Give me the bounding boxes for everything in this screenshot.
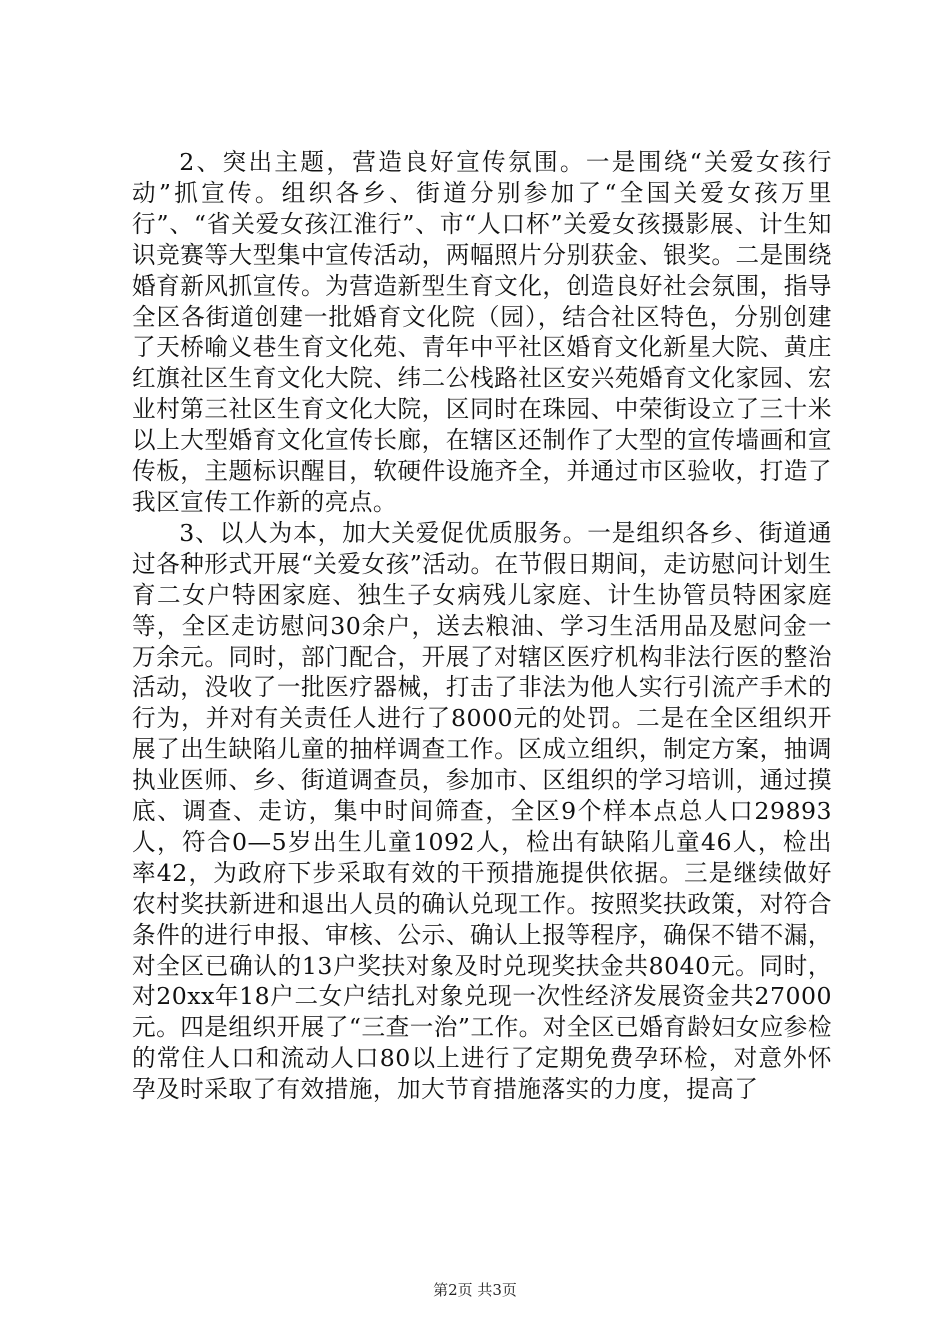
document-body bbox=[132, 147, 832, 1105]
page-number-footer: 第2页 共3页 bbox=[433, 1281, 517, 1299]
paragraph-3: 3、以人为本，加大关爱促优质服务。一是组织各乡、街道通过各种形式开展“关爱女孩”活动。在节假日期间，走访慰问计划生育二女户特困家庭、独生子女病残儿家庭、计生协管员特困家庭等，全区走访慰问30余户，送去粮油、学习生活用品及慰问金一万余元。同时，部门配合，开展了对辖区医疗机构非法行医的整治活动，没收了一批医疗器械，打击了非法为他人实行引流产手术的行为，并对有关责任人进行了8000元的处罚。二是在全区组织开展了出生缺陷儿童的抽样调查工作。区成立组织，制定方案，抽调执业医师、乡、街道调查员，参加市、区组织的学习培训，通过摸底、调查、走访，集中时间筛查，全区9个样本点总人口29893人，符合0—5岁出生儿童1092人，检出有缺陷儿童46人，检出率42，为政府下步采取有效的干预措施提供依据。三是继续做好农村奖扶新进和退出人员的确认兑现工作。按照奖扶政策，对符合条件的进行申报、审核、公示、确认上报等程序，确保不错不漏，对全区已确认的13户奖扶对象及时兑现奖扶金共8040元。同时，对20xx年18户二女户结扎对象兑现一次性经济发展资金共27000元。四是组织开展了“三查一治”工作。对全区已婚育龄妇女应参检的常住人口和流动人口80以上进行了定期免费孕环检，对意外怀孕及时采取了有效措施，加大节育措施落实的力度，提高了 bbox=[132, 518, 832, 1104]
paragraph-2: 2、突出主题，营造良好宣传氛围。一是围绕“关爱女孩行动”抓宣传。组织各乡、街道分别参加了“全国关爱女孩万里行”、“省关爱女孩江淮行”、市“人口杯”关爱女孩摄影展、计生知识竞赛等大型集中宣传活动，两幅照片分别获金、银奖。二是围绕婚育新风抓宣传。为营造新型生育文化，创造良好社会氛围，指导全区各街道创建一批婚育文化院（园），结合社区特色，分别创建了天桥喻义巷生育文化苑、青年中平社区婚育文化新星大院、黄庄红旗社区生育文化大院、纬二公栈路社区安兴苑婚育文化家园、宏业村第三社区生育文化大院，区同时在珠园、中荣街设立了三十米以上大型婚育文化宣传长廊，在辖区还制作了大型的宣传墙画和宣传板，主题标识醒目，软硬件设施齐全，并通过市区验收，打造了我区宣传工作新的亮点。 bbox=[132, 148, 832, 516]
